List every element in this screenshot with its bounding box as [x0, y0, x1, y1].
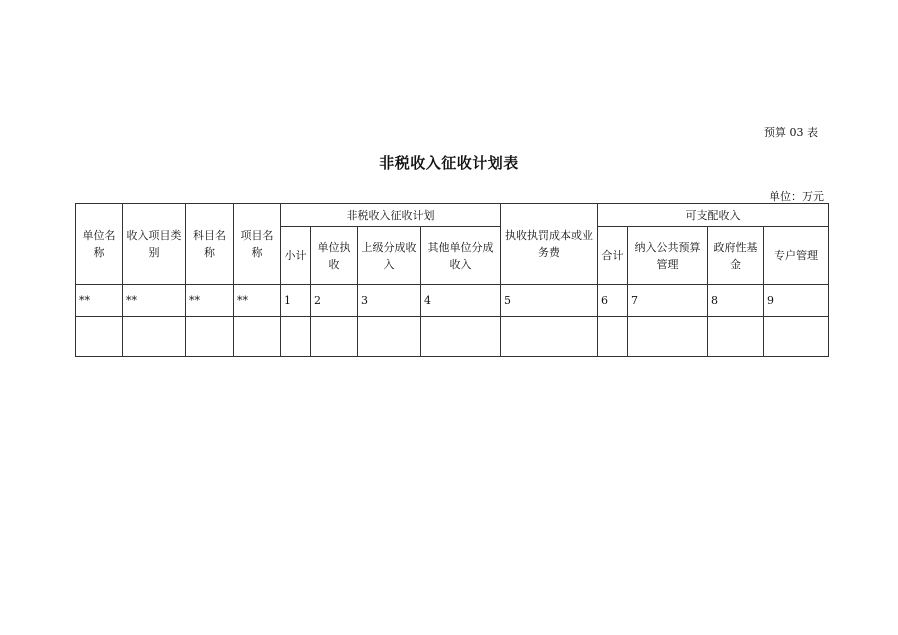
- header-project-name: 项目名称: [234, 204, 281, 285]
- code-row: [76, 285, 829, 317]
- data-cell[interactable]: [764, 317, 829, 357]
- code-cell: 3: [358, 285, 421, 317]
- code-cell: 6: [598, 285, 628, 317]
- header-public-budget: 纳入公共预算管理: [628, 227, 708, 285]
- code-cell: 9: [764, 285, 829, 317]
- data-cell[interactable]: [421, 317, 501, 357]
- header-gov-fund: 政府性基金: [708, 227, 764, 285]
- data-cell[interactable]: [281, 317, 311, 357]
- header-income-category: 收入项目类别: [123, 204, 186, 285]
- header-subject-name: 科目名称: [186, 204, 234, 285]
- plan-table: [75, 203, 829, 357]
- code-cell: **: [123, 285, 186, 317]
- header-unit-enforce: 单位执收: [311, 227, 358, 285]
- code-cell: 4: [421, 285, 501, 317]
- header-unit-name: 单位名称: [76, 204, 123, 285]
- data-cell[interactable]: [598, 317, 628, 357]
- header-enforce-cost: 执收执罚成本或业务费: [501, 204, 598, 285]
- data-cell[interactable]: [123, 317, 186, 357]
- header-group-disposable: 可支配收入: [598, 204, 829, 227]
- data-cell[interactable]: [628, 317, 708, 357]
- code-cell: 1: [281, 285, 311, 317]
- header-special-account: 专户管理: [764, 227, 829, 285]
- unit-label: 单位：万元: [769, 190, 824, 203]
- data-cell[interactable]: [76, 317, 123, 357]
- data-cell[interactable]: [311, 317, 358, 357]
- header-subtotal: 小计: [281, 227, 311, 285]
- page-title: 非税收入征收计划表: [379, 154, 519, 172]
- data-cell[interactable]: [708, 317, 764, 357]
- code-cell: 7: [628, 285, 708, 317]
- code-cell: **: [186, 285, 234, 317]
- header-total: 合计: [598, 227, 628, 285]
- data-row-empty: [76, 317, 829, 357]
- header-group-plan: 非税收入征收计划: [281, 204, 501, 227]
- code-cell: **: [234, 285, 281, 317]
- data-cell[interactable]: [501, 317, 598, 357]
- code-cell: 5: [501, 285, 598, 317]
- header-superior-share: 上级分成收入: [358, 227, 421, 285]
- form-code: 预算 03 表: [764, 126, 818, 139]
- code-cell: 8: [708, 285, 764, 317]
- code-cell: **: [76, 285, 123, 317]
- data-cell[interactable]: [234, 317, 281, 357]
- data-cell[interactable]: [186, 317, 234, 357]
- code-cell: 2: [311, 285, 358, 317]
- header-other-share: 其他单位分成收入: [421, 227, 501, 285]
- data-cell[interactable]: [358, 317, 421, 357]
